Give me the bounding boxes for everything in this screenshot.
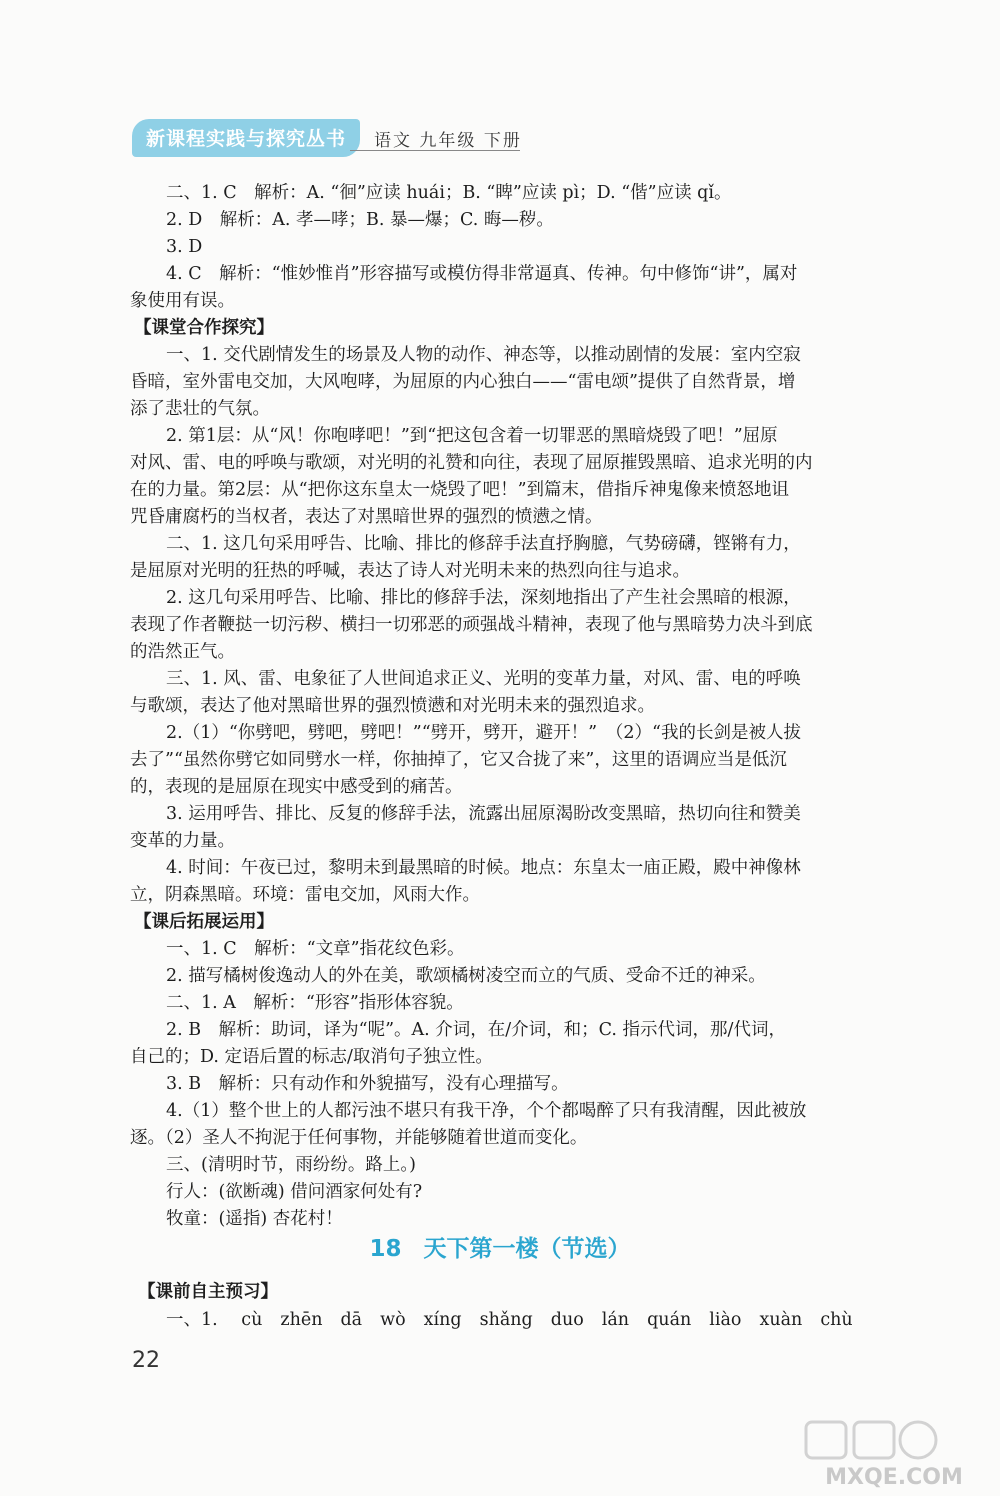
text-line: 4. C 解析：“惟妙惟肖”形容描写或模仿得非常逼真、传神。句中修饰“讲”，属对 xyxy=(166,264,798,284)
text-line: 牧童：(遥指) 杏花村！ xyxy=(166,1209,343,1229)
pinyin-syllable: quán xyxy=(647,1310,692,1330)
text-line: 昏暗，室外雷电交加，大风咆哮，为屈原的内心独白——“雷电颂”提供了自然背景，增 xyxy=(130,372,796,392)
pinyin-syllable: duo xyxy=(550,1310,584,1330)
text-line: 是屈原对光明的狂热的呼喊，表达了诗人对光明未来的热烈向往与追求。 xyxy=(130,561,690,581)
pinyin-syllable: dā xyxy=(340,1310,363,1330)
answer-content xyxy=(130,180,890,1233)
text-line: 3. D xyxy=(166,237,203,257)
text-line: 行人：(欲断魂) 借问酒家何处有? xyxy=(166,1182,423,1202)
text-line: 二、1. C 解析：A. “徊”应读 huái；B. “睥”应读 pì；D. “偕”应读 qǐ。 xyxy=(166,183,732,203)
pinyin-syllable: lán xyxy=(601,1310,630,1330)
pinyin-syllable: xíng xyxy=(423,1310,462,1330)
text-line: 添了悲壮的气氛。 xyxy=(130,399,270,419)
text-line: 2. B 解析：助词，译为“呢”。A. 介词，在/介词，和；C. 指示代词，那/代词， xyxy=(166,1020,786,1040)
text-line: 在的力量。第2层：从“把你这东皇太一烧毁了吧！”到篇末，借指斥神鬼像来愤怒地诅 xyxy=(130,480,790,500)
chapter-heading xyxy=(0,1230,1000,1263)
book-subtitle: 语文 九年级 下册 xyxy=(374,130,522,151)
watermark-text: MXQE.COM xyxy=(825,1465,963,1490)
text-line: 3. B 解析：只有动作和外貌描写，没有心理描写。 xyxy=(166,1074,569,1094)
text-line: 逐。（2）圣人不拘泥于任何事物，并能够随着世道而变化。 xyxy=(130,1128,588,1148)
chapter-title: 天下第一楼（节选） xyxy=(423,1236,631,1262)
section-heading: 【课堂合作探究】 xyxy=(134,318,274,338)
text-line: 表现了作者鞭挞一切污秽、横扫一切邪恶的顽强战斗精神，表现了他与黑暗势力决斗到底 xyxy=(130,615,813,635)
text-line: 去了”“虽然你劈它如同劈水一样，你抽掉了，它又合拢了来”，这里的语调应当是低沉 xyxy=(130,750,787,770)
chapter-number: 18 xyxy=(369,1236,402,1262)
text-line: 三、(清明时节，雨纷纷。路上。) xyxy=(166,1155,416,1175)
pinyin-syllable: zhēn xyxy=(280,1310,323,1330)
text-line: 一、1. 交代剧情发生的场景及人物的动作、神态等，以推动剧情的发展：室内空寂 xyxy=(166,345,801,365)
text-line: 2. 这几句采用呼告、比喻、排比的修辞手法，深刻地指出了产生社会黑暗的根源， xyxy=(166,588,801,608)
text-line: 自己的；D. 定语后置的标志/取消句子独立性。 xyxy=(130,1047,493,1067)
text-line: 2. D 解析：A. 孝—哮；B. 暴—爆；C. 晦—秽。 xyxy=(166,210,554,230)
text-line: 变革的力量。 xyxy=(130,831,235,851)
text-line: 4. 时间：午夜已过，黎明未到最黑暗的时候。地点：东皇太一庙正殿，殿中神像林 xyxy=(166,858,801,878)
pinyin-line xyxy=(166,1306,871,1331)
text-line: 2. 描写橘树俊逸动人的外在美，歌颂橘树凌空而立的气质、受命不迁的神采。 xyxy=(166,966,766,986)
text-line: 的浩然正气。 xyxy=(130,642,235,662)
header-rule xyxy=(350,150,520,151)
text-line: 咒昏庸腐朽的当权者，表达了对黑暗世界的强烈的愤懑之情。 xyxy=(130,507,603,527)
preview-section-heading: 【课前自主预习】 xyxy=(138,1282,278,1302)
text-line: 2. 第1层：从“风！你咆哮吧！”到“把这包含着一切罪恶的黑暗烧毁了吧！”屈原 xyxy=(166,426,778,446)
text-line: 象使用有误。 xyxy=(130,291,235,311)
pinyin-syllable: liào xyxy=(709,1310,742,1330)
text-line: 二、1. 这几句采用呼告、比喻、排比的修辞手法直抒胸臆，气势磅礴，铿锵有力， xyxy=(166,534,801,554)
page-header xyxy=(132,118,522,158)
text-line: 三、1. 风、雷、电象征了人世间追求正义、光明的变革力量，对风、雷、电的呼唤 xyxy=(166,669,801,689)
pinyin-syllable: chù xyxy=(820,1310,853,1330)
series-title-badge: 新课程实践与探究丛书 xyxy=(132,119,360,157)
watermark-logo xyxy=(798,1418,988,1492)
section-heading: 【课后拓展运用】 xyxy=(134,912,274,932)
text-line: 二、1. A 解析：“形容”指形体容貌。 xyxy=(166,993,464,1013)
pinyin-syllable: cù xyxy=(241,1310,263,1330)
text-line: 立，阴森黑暗。环境：雷电交加，风雨大作。 xyxy=(130,885,480,905)
text-line: 2.（1）“你劈吧，劈吧，劈吧！”“劈开，劈开，避开！” （2）“我的长剑是被人拔 xyxy=(166,723,801,743)
page-number: 22 xyxy=(132,1348,160,1373)
pinyin-syllable: xuàn xyxy=(759,1310,803,1330)
pinyin-syllable: wò xyxy=(380,1310,406,1330)
text-line: 4.（1）整个世上的人都污浊不堪只有我干净，个个都喝醉了只有我清醒，因此被放 xyxy=(166,1101,807,1121)
pinyin-syllable: shǎng xyxy=(479,1310,533,1330)
text-line: 一、1. C 解析：“文章”指花纹色彩。 xyxy=(166,939,465,959)
text-line: 与歌颂，表达了他对黑暗世界的强烈愤懑和对光明未来的强烈追求。 xyxy=(130,696,655,716)
text-line: 3. 运用呼告、排比、反复的修辞手法，流露出屈原渴盼改变黑暗，热切向往和赞美 xyxy=(166,804,801,824)
text-line: 对风、雷、电的呼唤与歌颂，对光明的礼赞和向往，表现了屈原摧毁黑暗、追求光明的内 xyxy=(130,453,813,473)
text-line: 的，表现的是屈原在现实中感受到的痛苦。 xyxy=(130,777,463,797)
pinyin-prefix: 一、1. xyxy=(166,1310,218,1330)
